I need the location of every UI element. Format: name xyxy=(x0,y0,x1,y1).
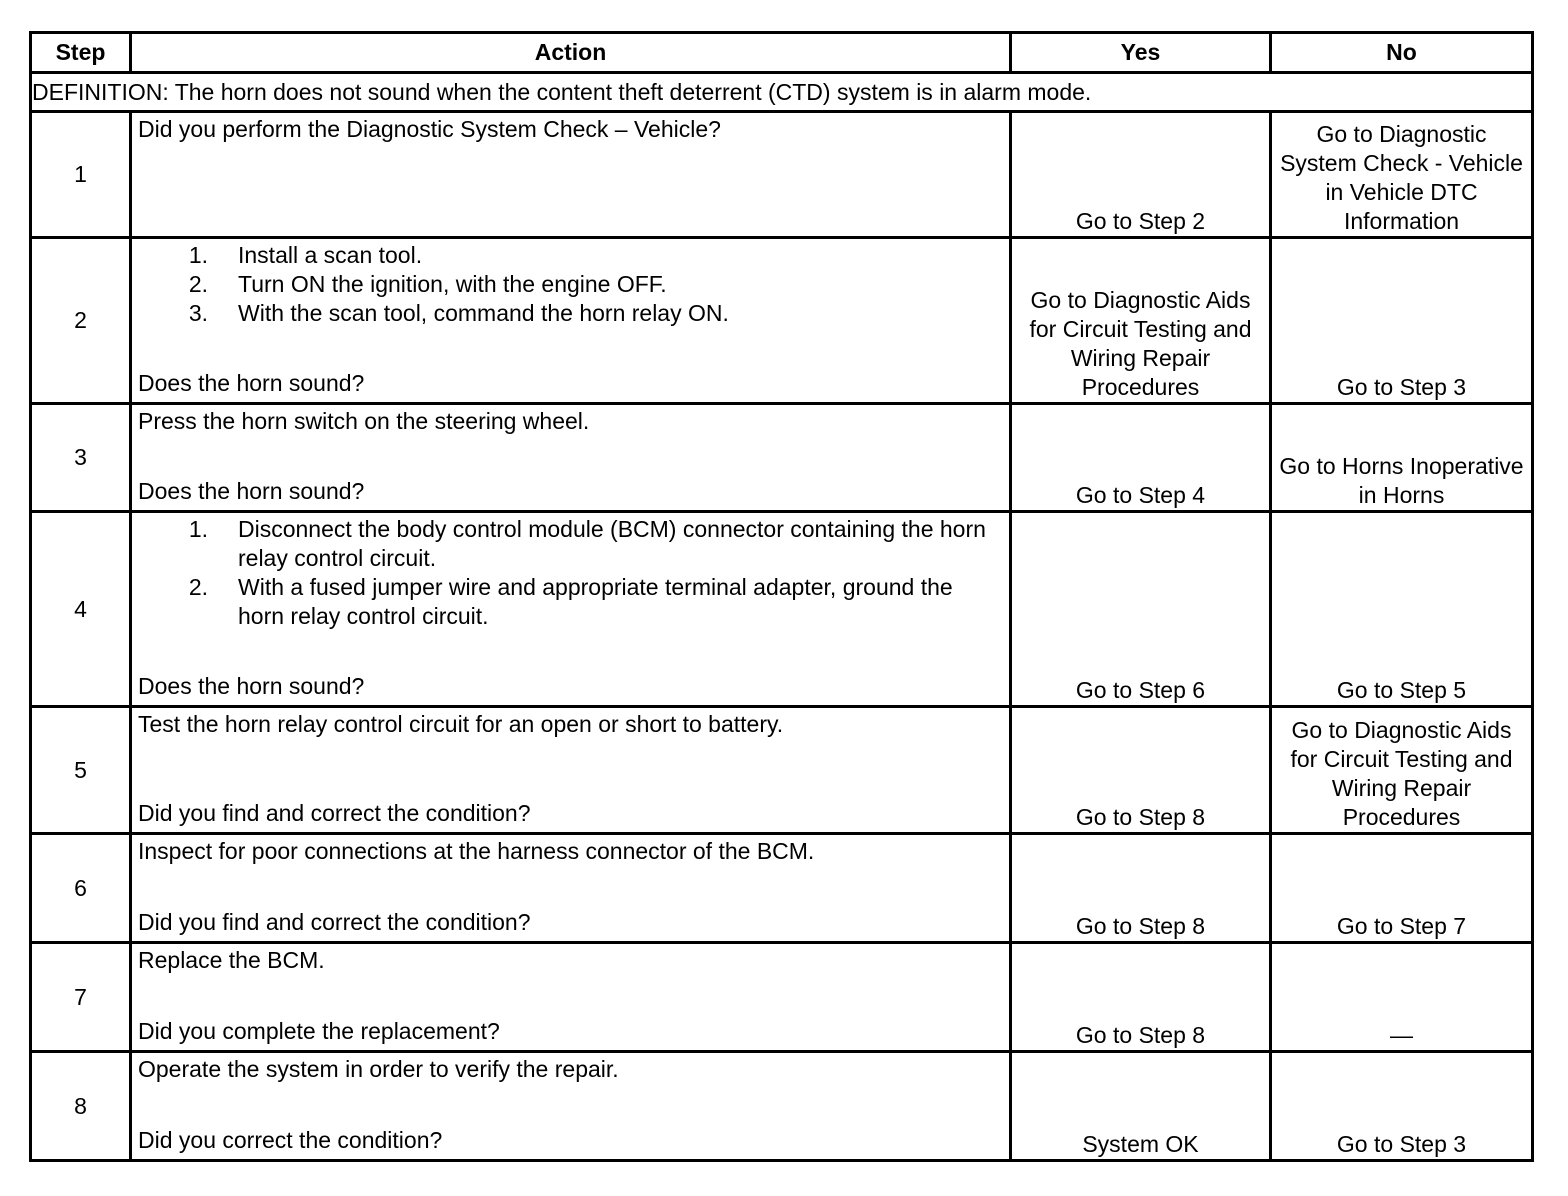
diagnostic-table xyxy=(29,31,1534,1162)
substep-item xyxy=(138,299,1003,328)
substep-number: 1. xyxy=(188,242,208,268)
action-question: Does the horn sound? xyxy=(138,370,365,396)
no-outcome xyxy=(1271,707,1533,834)
action-text: Inspect for poor connections at the harness connector of the BCM. xyxy=(138,838,815,864)
substep-list xyxy=(138,241,1003,328)
substep-number: 1. xyxy=(188,516,208,542)
yes-outcome xyxy=(1011,707,1271,834)
no-outcome-text: Go to Diagnostic System Check - Vehicle in Vehicle DTC Information xyxy=(1280,121,1523,234)
substep-number: 2. xyxy=(188,574,208,600)
action-cell xyxy=(131,238,1011,404)
action-cell xyxy=(131,943,1011,1052)
no-outcome-text: Go to Horns Inoperative in Horns xyxy=(1279,453,1524,508)
yes-outcome-text: Go to Step 8 xyxy=(1075,804,1206,830)
yes-outcome-text: Go to Diagnostic Aids for Circuit Testing and Wiring Repair Procedures xyxy=(1029,287,1252,400)
step-number: 6 xyxy=(31,834,131,943)
action-text: Operate the system in order to verify the repair. xyxy=(138,1056,619,1082)
substep-item xyxy=(138,573,1003,631)
action-cell xyxy=(131,112,1011,238)
step-number: 7 xyxy=(31,943,131,1052)
action-cell xyxy=(131,707,1011,834)
no-outcome xyxy=(1271,1052,1533,1161)
yes-outcome-text: Go to Step 2 xyxy=(1075,208,1206,234)
yes-outcome xyxy=(1011,512,1271,707)
no-outcome-text: — xyxy=(1390,1022,1413,1048)
substep-number: 3. xyxy=(188,300,208,326)
yes-outcome xyxy=(1011,404,1271,512)
header-no: No xyxy=(1271,33,1533,73)
no-outcome xyxy=(1271,238,1533,404)
table-row xyxy=(31,404,1533,512)
no-outcome-text: Go to Step 7 xyxy=(1336,913,1467,939)
action-question: Did you find and correct the condition? xyxy=(138,800,531,826)
substep-text: With the scan tool, command the horn relay ON. xyxy=(238,300,729,326)
step-number: 5 xyxy=(31,707,131,834)
no-outcome-text: Go to Step 5 xyxy=(1336,677,1467,703)
substep-text: Turn ON the ignition, with the engine OFF. xyxy=(238,271,667,297)
no-outcome xyxy=(1271,834,1533,943)
definition-row xyxy=(31,73,1533,112)
substep-item xyxy=(138,241,1003,270)
no-outcome xyxy=(1271,512,1533,707)
header-yes: Yes xyxy=(1011,33,1271,73)
action-text: Replace the BCM. xyxy=(138,947,325,973)
yes-outcome xyxy=(1011,1052,1271,1161)
substep-list xyxy=(138,515,1003,631)
yes-outcome-text: Go to Step 8 xyxy=(1075,1022,1206,1048)
action-question: Does the horn sound? xyxy=(138,478,365,504)
table-row xyxy=(31,834,1533,943)
yes-outcome xyxy=(1011,238,1271,404)
action-text: Press the horn switch on the steering wheel. xyxy=(138,408,590,434)
table-row xyxy=(31,238,1533,404)
no-outcome-text: Go to Step 3 xyxy=(1336,1131,1467,1157)
yes-outcome-text: System OK xyxy=(1082,1131,1199,1157)
yes-outcome-text: Go to Step 4 xyxy=(1075,482,1206,508)
action-question: Did you correct the condition? xyxy=(138,1127,443,1153)
yes-outcome xyxy=(1011,943,1271,1052)
no-outcome xyxy=(1271,112,1533,238)
yes-outcome xyxy=(1011,834,1271,943)
no-outcome-text: Go to Diagnostic Aids for Circuit Testing and Wiring Repair Procedures xyxy=(1290,717,1513,830)
action-question: Did you find and correct the condition? xyxy=(138,909,531,935)
action-cell xyxy=(131,1052,1011,1161)
table-row xyxy=(31,1052,1533,1161)
substep-text: Disconnect the body control module (BCM) connector containing the horn relay control circuit. xyxy=(238,516,986,571)
action-question: Does the horn sound? xyxy=(138,673,365,699)
yes-outcome-text: Go to Step 6 xyxy=(1075,677,1206,703)
action-cell xyxy=(131,404,1011,512)
table-row xyxy=(31,512,1533,707)
action-cell xyxy=(131,512,1011,707)
step-number: 1 xyxy=(31,112,131,238)
no-outcome xyxy=(1271,943,1533,1052)
step-number: 2 xyxy=(31,238,131,404)
action-cell xyxy=(131,834,1011,943)
step-number: 3 xyxy=(31,404,131,512)
header-step: Step xyxy=(31,33,131,73)
table-row xyxy=(31,707,1533,834)
substep-item xyxy=(138,270,1003,299)
step-number: 8 xyxy=(31,1052,131,1161)
table-row xyxy=(31,943,1533,1052)
action-text: Did you perform the Diagnostic System Check – Vehicle? xyxy=(138,116,721,142)
substep-item xyxy=(138,515,1003,573)
header-row xyxy=(31,33,1533,73)
no-outcome xyxy=(1271,404,1533,512)
no-outcome-text: Go to Step 3 xyxy=(1336,374,1467,400)
action-text: Test the horn relay control circuit for an open or short to battery. xyxy=(138,711,784,737)
yes-outcome-text: Go to Step 8 xyxy=(1075,913,1206,939)
table-row xyxy=(31,112,1533,238)
substep-text: With a fused jumper wire and appropriate terminal adapter, ground the horn relay control circuit. xyxy=(238,574,953,629)
yes-outcome xyxy=(1011,112,1271,238)
definition-text: DEFINITION: The horn does not sound when the content theft deterrent (CTD) system is in alarm mode. xyxy=(31,73,1533,112)
header-action: Action xyxy=(131,33,1011,73)
action-question: Did you complete the replacement? xyxy=(138,1018,500,1044)
substep-number: 2. xyxy=(188,271,208,297)
step-number: 4 xyxy=(31,512,131,707)
substep-text: Install a scan tool. xyxy=(238,242,423,268)
